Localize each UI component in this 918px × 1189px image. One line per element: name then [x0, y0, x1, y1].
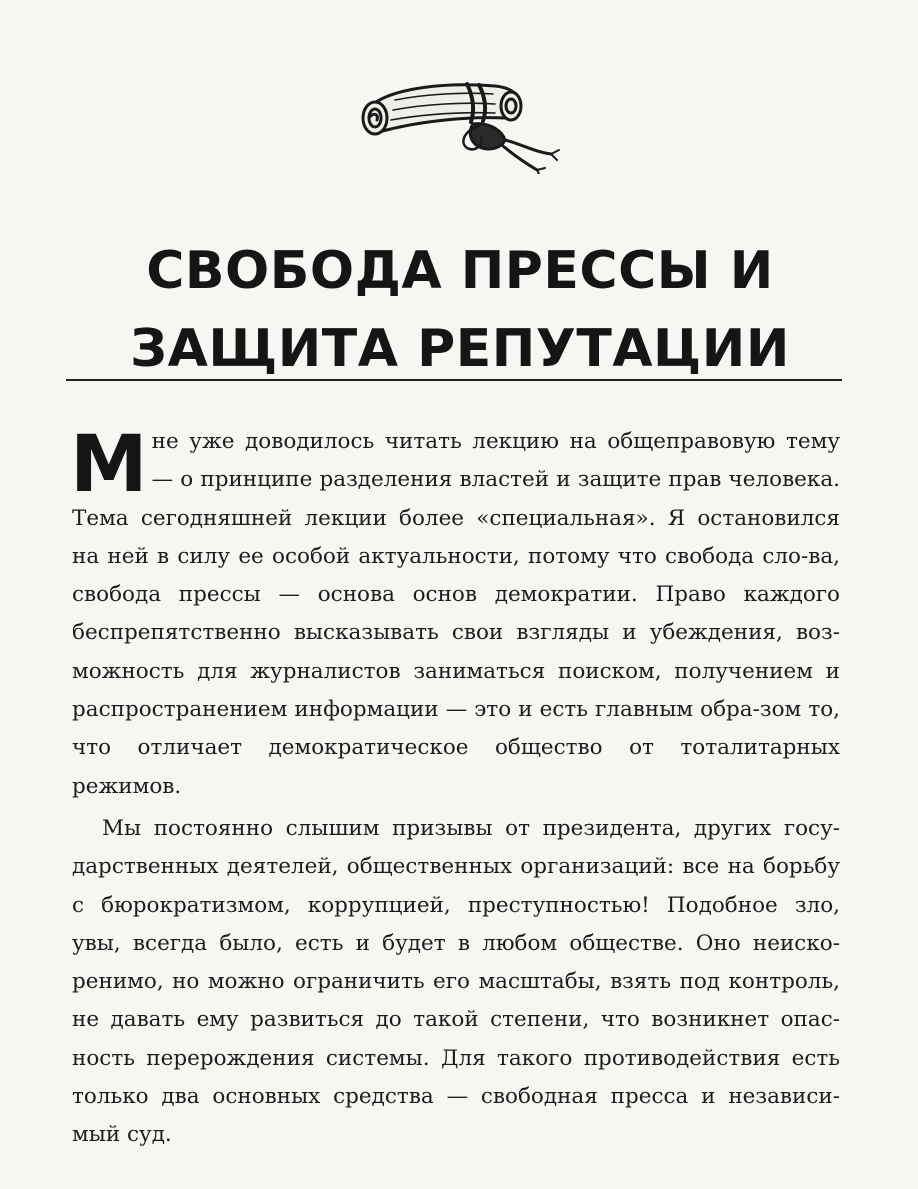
chapter-title: СВОБОДА ПРЕССЫ И ЗАЩИТА РЕПУТАЦИИ: [130, 241, 790, 379]
title-divider: [66, 379, 842, 381]
scroll-with-ribbon-icon: [355, 66, 565, 174]
paragraph-1: [70, 420, 840, 806]
body-text: [70, 420, 840, 1155]
paragraph-1-text: не уже доводилось читать лекцию на общеправовую тему — о принципе разделения властей и защите прав человека. Тема сегодняшней лекции более «специальная». Я остановился на ней в силу ее особой актуальности, потому что свобода сло-ва, свобода прессы — основа основ демократии. Право каждого беспрепятственно высказывать свои взгляды и убеждения, воз-можность для журналистов заниматься поиском, получением и распространением информации — это и есть главным обра-зом то, что отличает демократическое общество от тоталитарных режимов.: [72, 429, 840, 799]
paragraph-2: Мы постоянно слышим призывы от президента, других госу-дарственных деятелей, общественных организаций: все на борьбу с бюрократизмом, коррупцией, преступностью! Подобное зло, увы, всегда было, есть и будет в любом обществе. Оно неиско-ренимо, но можно ограничить его масштабы, взять под контроль, не давать ему развиться до такой степени, что возникнет опас-ность перерождения системы. Для такого противодействия есть только два основных средства — свободная пресса и независи-мый суд.: [72, 815, 840, 1148]
bleed-through-text: [80, 36, 840, 56]
drop-cap: М: [70, 420, 148, 510]
